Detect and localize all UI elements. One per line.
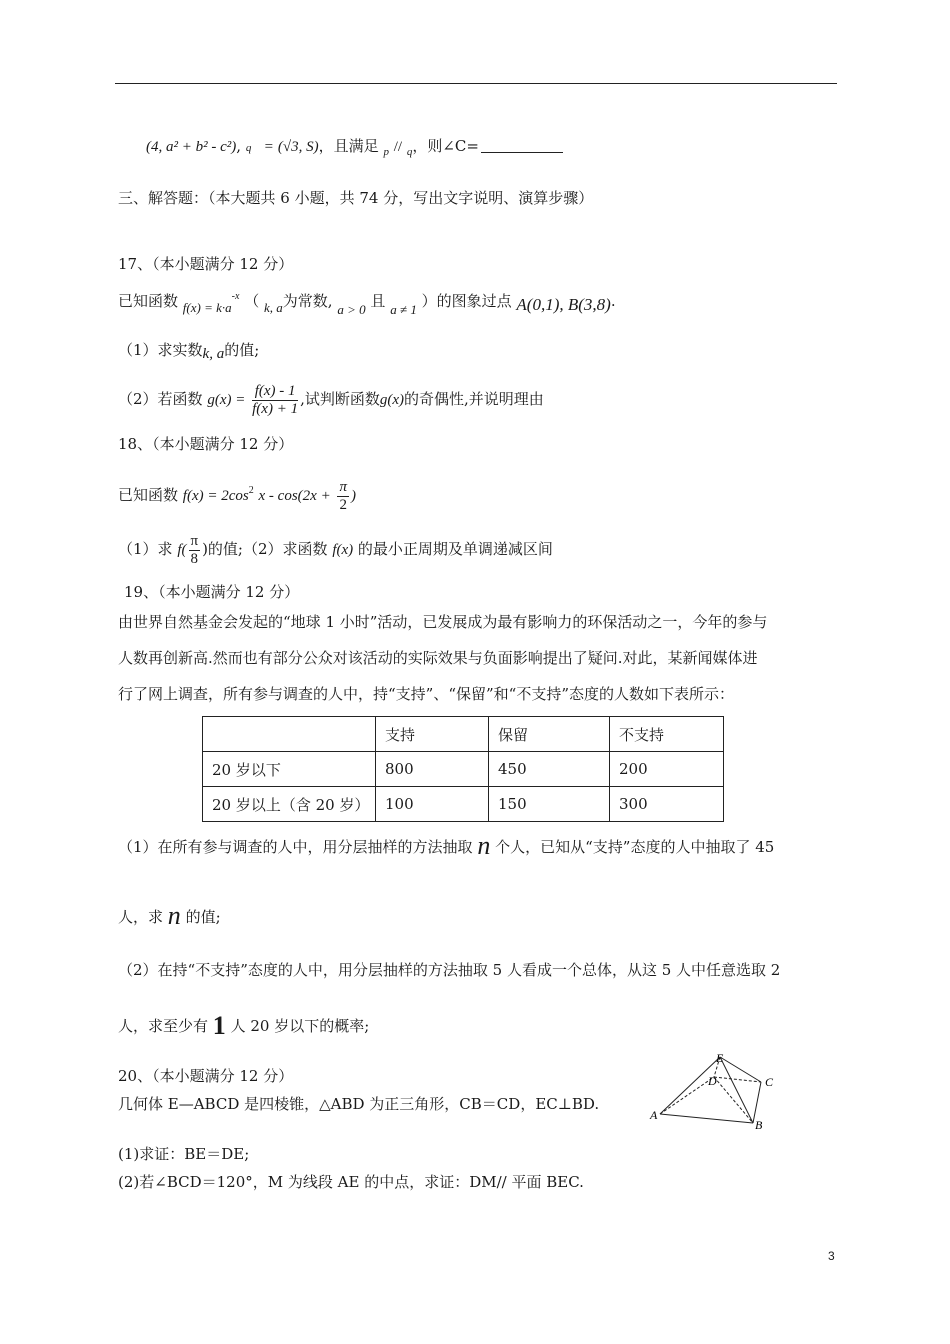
table-header-cell: 支持 <box>376 717 489 752</box>
q18-pi8-fraction <box>189 533 201 568</box>
table-cell: 100 <box>376 787 489 822</box>
q17-paren-close: ）的图象过点 <box>421 292 512 310</box>
p-vector: (4, a² + b² - c²) <box>146 139 237 155</box>
q17-p2-mid: ,试判断函数 <box>300 390 380 408</box>
q17-period: . <box>610 292 616 310</box>
table-row <box>203 787 724 822</box>
q18-pi8-den: 8 <box>190 550 199 567</box>
q19-para1: 由世界自然基金会发起的“地球 1 小时”活动，已发展成为最有影响力的环保活动之一，今年的参与 <box>118 613 768 631</box>
label-d: D <box>708 1073 717 1088</box>
q17-part1 <box>118 340 259 364</box>
q-vector: (√3, S) <box>277 139 319 155</box>
q19-p1-text: （1）在所有参与调查的人中，用分层抽样的方法抽取 <box>118 838 473 856</box>
q18-p1-mid: )的值;（2）求函数 <box>202 540 328 558</box>
q18-p1-text: （1）求 <box>118 540 173 558</box>
table-cell: 300 <box>610 787 724 822</box>
table-header-cell <box>203 717 376 752</box>
q17-and: 且 <box>370 292 386 310</box>
equals-sign: = <box>264 139 274 155</box>
n-symbol: n <box>477 831 491 860</box>
label-a: A <box>650 1107 658 1122</box>
header-rule <box>115 83 837 84</box>
n-symbol: n <box>167 901 181 930</box>
q17-constants: k, a <box>264 300 283 315</box>
table-cell: 800 <box>376 752 489 787</box>
edge-ab <box>660 1114 753 1123</box>
q17-p1-text: （1）求实数 <box>118 341 203 359</box>
q18-function-b: x - cos(2x + <box>258 488 331 504</box>
q17-function: f(x) = k·a <box>182 300 232 315</box>
q17-constant-text: 为常数, <box>282 292 333 310</box>
q18-pi: π <box>339 478 347 495</box>
label-c: C <box>765 1074 774 1089</box>
angle-c-text: ，则∠C= <box>412 137 479 155</box>
p-symbol: p <box>383 146 389 158</box>
q-vector-label: q⃗ <box>245 142 260 154</box>
q17-header: 17、（本小题满分 12 分） <box>118 255 294 273</box>
q17-p2-end: 的奇偶性,并说明理由 <box>404 390 544 408</box>
q18-two: 2 <box>339 496 347 513</box>
pyramid-figure <box>648 1050 788 1135</box>
q17-cond-b: a ≠ 1 <box>390 302 417 317</box>
q17-p1-end: 的值; <box>224 341 260 359</box>
label-e: E <box>716 1050 724 1065</box>
table-cell: 200 <box>610 752 724 787</box>
table-row <box>203 752 724 787</box>
q20-header: 20、（本小题满分 12 分） <box>118 1067 294 1085</box>
parallel-symbol: // <box>393 139 403 155</box>
q19-part2-line1: （2）在持“不支持”态度的人中，用分层抽样的方法抽取 5 人看成一个总体，从这 5 人中任意选取 2 <box>118 961 781 979</box>
q19-para3: 行了网上调查，所有参与调查的人中，持“支持”、“保留”和“不支持”态度的人数如下表所示： <box>118 685 735 703</box>
label-b: B <box>755 1117 763 1132</box>
q18-function-line <box>118 468 356 519</box>
q18-parts <box>118 526 553 573</box>
q18-f: f( <box>177 542 187 558</box>
q19-p2-text: 人，求至少有 <box>118 1017 209 1035</box>
one-symbol: 1 <box>212 1011 226 1040</box>
table-header-cell: 不支持 <box>610 717 724 752</box>
answer-blank <box>481 138 563 153</box>
q19-part2-line2 <box>118 1012 369 1040</box>
q20-intro: 几何体 E—ABCD 是四棱锥，△ABD 为正三角形，CB＝CD，EC⊥BD. <box>118 1095 600 1113</box>
q19-p1-end: 的值; <box>185 908 221 926</box>
table-header-row <box>203 717 724 752</box>
q19-p2-end: 人 20 岁以下的概率; <box>230 1017 370 1035</box>
survey-table <box>202 716 724 822</box>
q17-g-function: g(x) = <box>207 392 246 408</box>
q17-paren-open: （ <box>244 292 260 310</box>
q17-numerator: f(x) - 1 <box>252 383 298 401</box>
q18-header: 18、（本小题满分 12 分） <box>118 435 294 453</box>
condition-text: ，且满足 <box>318 137 379 155</box>
q18-intro: 已知函数 <box>118 486 179 504</box>
q16-continuation: (4, a² + b² - c²), q⃗ = (√3, S)，且满足 $_p$ // $_q$，则∠C= <box>146 136 563 162</box>
q18-pi-fraction <box>337 479 349 514</box>
q20-part2: (2)若∠BCD＝120°，M 为线段 AE 的中点，求证：DM// 平面 BEC. <box>118 1173 584 1191</box>
edge-ad <box>660 1077 714 1114</box>
table-header-cell: 保留 <box>489 717 610 752</box>
q17-exponent: -x <box>231 291 240 302</box>
q19-part1-line1 <box>118 832 774 861</box>
table-cell: 20 岁以上（含 20 岁） <box>203 787 376 822</box>
q17-points: A(0,1), B(3,8) <box>516 295 611 314</box>
table-cell: 20 岁以下 <box>203 752 376 787</box>
q17-fraction <box>252 383 298 418</box>
q18-pi8-num: π <box>190 532 199 549</box>
q17-p2-text: （2）若函数 <box>118 390 203 408</box>
q18-p1-end: 的最小正周期及单调递减区间 <box>357 540 553 558</box>
q17-cond-a: a > 0 <box>337 302 366 317</box>
q19-para2: 人数再创新高.然而也有部分公众对该活动的实际效果与负面影响提出了疑问.对此，某新闻媒体进 <box>118 649 758 667</box>
q20-part1: (1)求证：BE＝DE; <box>118 1145 250 1163</box>
section3-title: 三、解答题：（本大题共 6 小题，共 74 分，写出文字说明、演算步骤） <box>118 189 594 207</box>
q19-p1-rest: 个人，已知从“支持”态度的人中抽取了 45 <box>495 838 775 856</box>
q17-g: g(x) <box>379 392 405 408</box>
page-number: 3 <box>828 1249 835 1263</box>
table-cell: 450 <box>489 752 610 787</box>
q17-intro-text: 已知函数 <box>118 292 179 310</box>
q17-p1-vars: k, a <box>202 346 225 362</box>
q17-denominator: f(x) + 1 <box>252 400 299 417</box>
q18-square: 2 <box>248 485 254 496</box>
q18-function-a: f(x) = 2cos <box>182 488 249 504</box>
q17-intro <box>118 287 616 320</box>
q17-part2 <box>118 374 544 425</box>
q19-part1-line2 <box>118 902 221 931</box>
q19-header: 19、（本小题满分 12 分） <box>124 583 300 601</box>
q18-function-c: ) <box>351 488 356 504</box>
table-cell: 150 <box>489 787 610 822</box>
q18-fx: f(x) <box>332 542 354 558</box>
q19-p1-ask: 人，求 <box>118 908 164 926</box>
q-symbol: q <box>406 146 413 158</box>
